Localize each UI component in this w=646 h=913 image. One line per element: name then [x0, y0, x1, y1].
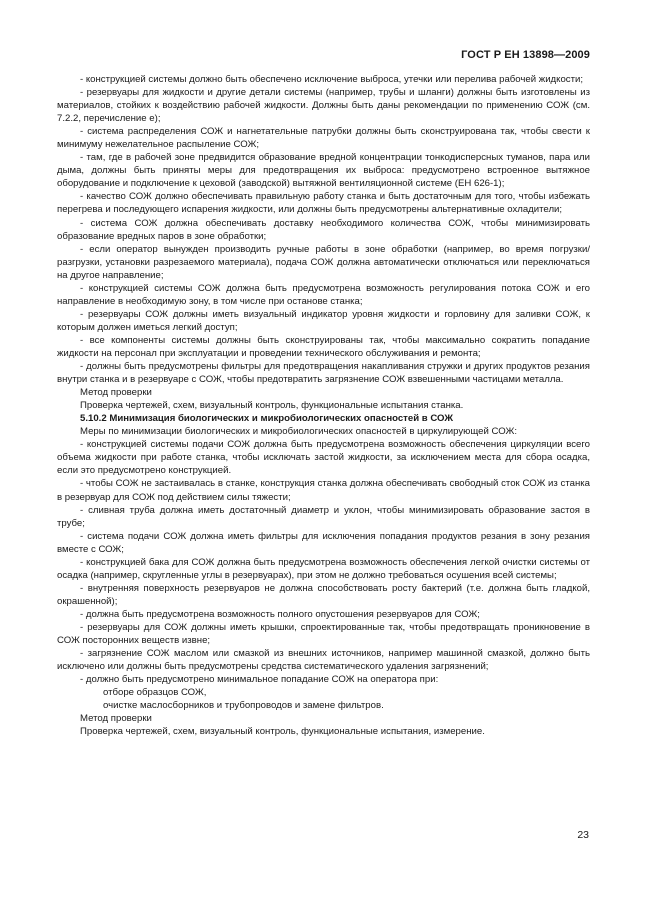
list-item: - качество СОЖ должно обеспечивать правильную работу станка и быть достаточным для того, чтобы избежать перегрева и последующего испарения жидкости, или должны быть предусмотрены альтернативные охладители;	[57, 191, 590, 216]
method-text: Проверка чертежей, схем, визуальный контроль, функциональные испытания, измерение.	[80, 726, 485, 738]
list-item: - должно быть предусмотрено минимальное попадание СОЖ на оператора при:	[80, 674, 439, 686]
list-item: - там, где в рабочей зоне предвидится образование вредной концентрации тонкодисперсных туманов, пара или дыма, должны быть приняты меры для предотвращения их выброса: предусмотрено встроенное вытяжное оборудование и подключение к цеховой (заводской) вытяжной вентиляционной системе (ЕН 626-1);	[57, 152, 590, 190]
list-item: - конструкцией бака для СОЖ должна быть предусмотрена возможность обеспечения легкой очистки системы от осадка (например, скругленные углы в резервуарах), при этом не должно требоваться осушения всей системы;	[57, 556, 590, 581]
list-item: - все компоненты системы должны быть сконструированы так, чтобы максимально сократить попадание жидкости на персонал при эксплуатации и проведении технического обслуживания и ремонта;	[57, 334, 590, 359]
method-heading: Метод проверки	[80, 387, 152, 399]
list-item: - система распределения СОЖ и нагнетательные патрубки должны быть сконструирована так, чтобы свести к минимуму нежелательное распыление СОЖ;	[57, 126, 590, 151]
list-item: - чтобы СОЖ не застаивалась в станке, конструкция станка должна обеспечивать свободный сток СОЖ из станка в резервуар для СОЖ под действием силы тяжести;	[57, 478, 590, 503]
document-header: ГОСТ Р ЕН 13898—2009	[461, 49, 590, 61]
list-item: - конструкцией системы СОЖ должна быть предусмотрена возможность регулирования потока СОЖ и его направление в необходимую зону, в том числе при останове станка;	[57, 282, 590, 307]
method-text: Проверка чертежей, схем, визуальный контроль, функциональные испытания станка.	[80, 400, 464, 412]
list-item: - загрязнение СОЖ маслом или смазкой из внешних источников, например машинной смазкой, должно быть исключено или должны быть предусмотрены средства систематического удаления загрязнений;	[57, 648, 590, 673]
list-item: - сливная труба должна иметь достаточный диаметр и уклон, чтобы минимизировать образование застоя в трубе;	[57, 504, 590, 529]
section-heading: 5.10.2 Минимизация биологических и микробиологических опасностей в СОЖ	[80, 413, 454, 425]
list-item: - если оператор вынужден производить ручные работы в зоне обработки (например, во время погрузки/разгрузки, установки разрезаемого материала), подача СОЖ должна автоматически отключаться или переключаться на другое направление;	[57, 243, 590, 281]
list-item: - конструкцией системы должно быть обеспечено исключение выброса, утечки или перелива рабочей жидкости;	[80, 74, 584, 85]
list-item: - система СОЖ должна обеспечивать доставку необходимого количества СОЖ, чтобы минимизировать образование вредных паров в зоне обработки;	[57, 217, 590, 242]
list-item: - конструкцией системы подачи СОЖ должна быть предусмотрена возможность обеспечения циркуляции всего объема жидкости при работе станка, чтобы исключать застой жидкости, за исключением места для сбора осадка, если это предусмотрено конструкцией.	[57, 439, 590, 477]
document-body	[57, 73, 590, 738]
sub-list-item: очистке маслосборников и трубопроводов и замене фильтров.	[103, 700, 384, 712]
method-heading: Метод проверки	[80, 713, 152, 725]
list-item: - резервуары для СОЖ должны иметь крышки, спроектированные так, чтобы предотвращать проникновение в СОЖ посторонних веществ извне;	[57, 621, 590, 647]
sub-list-item: отборе образцов СОЖ,	[103, 687, 207, 699]
list-item: - система подачи СОЖ должна иметь фильтры для исключения попадания продуктов резания в зону резания вместе с СОЖ;	[57, 530, 590, 555]
page-number: 23	[577, 829, 589, 841]
list-item: - резервуары для жидкости и другие детали системы (например, трубы и шланги) должны быть изготовлены из материалов, стойких к воздействию рабочей жидкости. Должны быть даны рекомендации по применению СОЖ (см. 7.2.2, перечисление е);	[57, 87, 590, 125]
section-intro: Меры по минимизации биологических и микробиологических опасностей в циркулирующей СОЖ:	[80, 426, 518, 438]
list-item: - должны быть предусмотрены фильтры для предотвращения накапливания стружки и других продуктов резания внутри станка и в резервуаре с СОЖ, чтобы предотвратить загрязнение СОЖ взвешенными частицами металла.	[57, 361, 590, 386]
list-item: - внутренняя поверхность резервуаров не должна способствовать росту бактерий (т.е. должна быть гладкой, окрашенной);	[57, 582, 590, 607]
list-item: - должна быть предусмотрена возможность полного опустошения резервуаров для СОЖ;	[80, 608, 480, 620]
list-item: - резервуары СОЖ должны иметь визуальный индикатор уровня жидкости и горловину для заливки СОЖ, к которым должен иметься легкий доступ;	[57, 308, 590, 333]
